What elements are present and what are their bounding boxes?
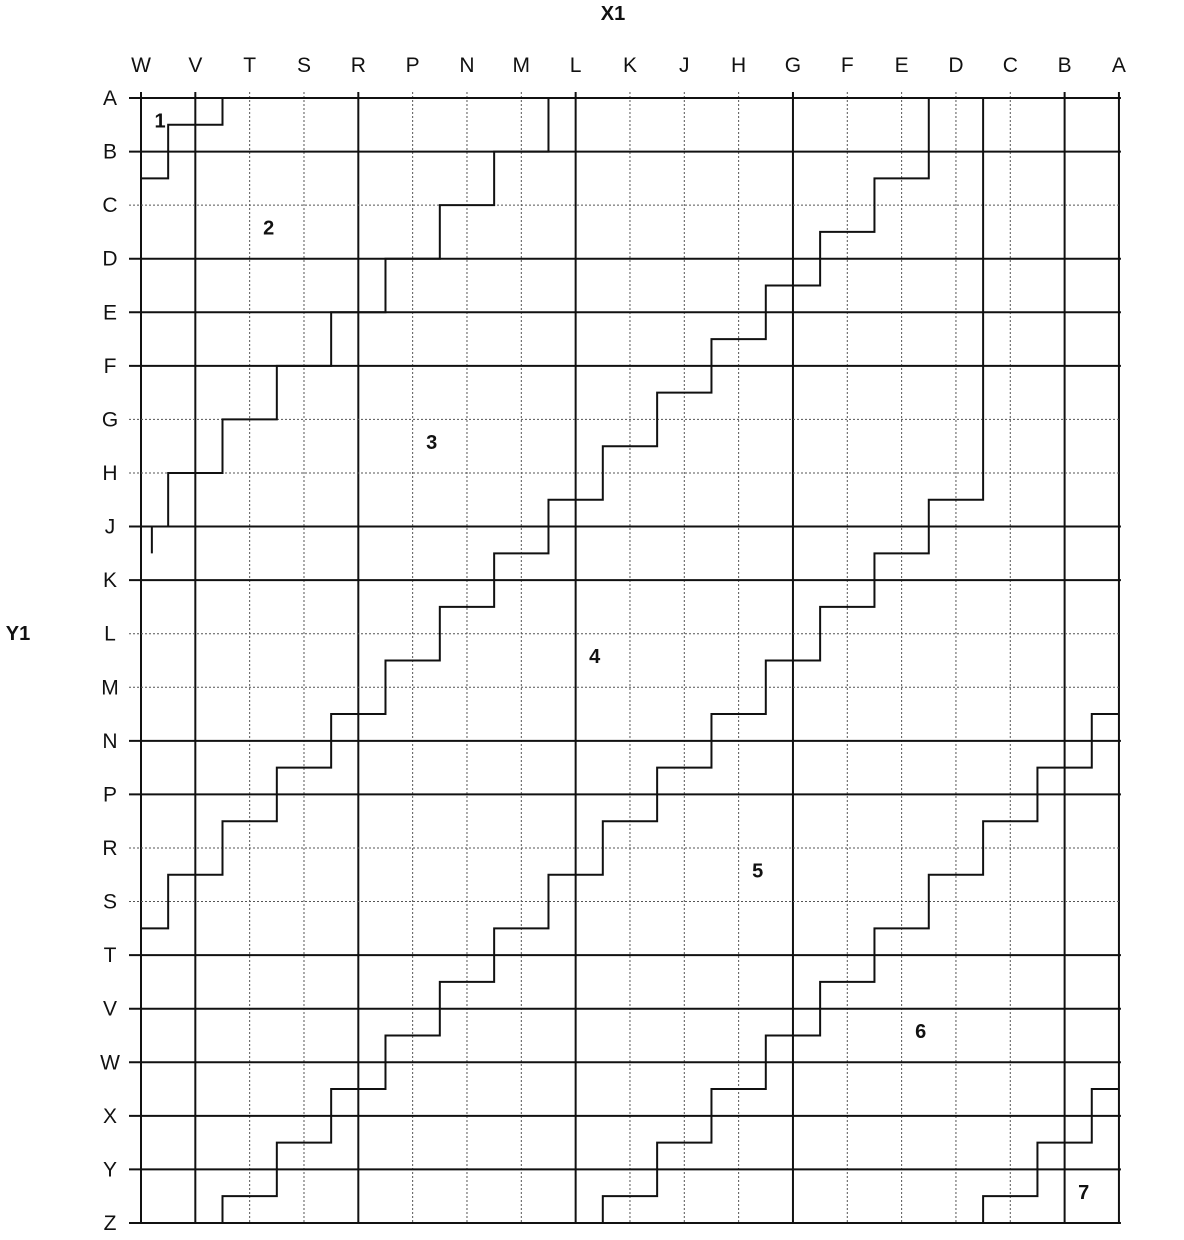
row-label-X: X [102, 1104, 118, 1128]
zone-label-6: 6 [915, 1021, 927, 1044]
column-label-N: N [459, 54, 475, 77]
column-label-W: W [131, 54, 151, 77]
row-label-K: K [102, 569, 118, 593]
column-labels [131, 54, 1126, 77]
column-label-E: E [894, 54, 909, 77]
row-label-W: W [100, 1051, 120, 1075]
column-label-B: B [1057, 54, 1072, 77]
column-label-K: K [622, 54, 637, 77]
zone-boundary-1 [141, 98, 222, 178]
column-label-G: G [784, 54, 802, 77]
zone-boundary-6 [983, 1089, 1119, 1223]
column-label-A: A [1111, 54, 1126, 77]
zone-labels [154, 110, 1089, 1203]
zone-label-2: 2 [263, 217, 275, 240]
row-label-H: H [102, 461, 118, 485]
row-label-G: G [101, 408, 119, 432]
zone-label-3: 3 [426, 431, 438, 454]
row-label-E: E [102, 301, 118, 325]
row-label-J: J [104, 515, 116, 539]
column-label-L: L [569, 54, 582, 77]
column-label-H: H [731, 54, 747, 77]
row-label-M: M [101, 676, 119, 700]
row-label-V: V [102, 997, 118, 1021]
row-label-C: C [102, 194, 118, 218]
y-axis-title: Y1 [5, 623, 31, 645]
zone-label-5: 5 [752, 860, 764, 883]
row-label-N: N [102, 729, 118, 753]
column-label-M: M [512, 54, 531, 77]
zone-boundary-2 [152, 98, 549, 553]
column-label-F: F [840, 54, 854, 77]
row-label-R: R [102, 836, 118, 860]
row-label-D: D [102, 247, 118, 271]
row-label-Y: Y [102, 1158, 118, 1182]
row-label-Z: Z [103, 1211, 117, 1235]
column-label-V: V [188, 54, 203, 77]
zone-label-1: 1 [154, 110, 166, 133]
zone-boundary-5 [603, 714, 1119, 1223]
column-label-S: S [296, 54, 311, 77]
column-label-D: D [948, 54, 964, 77]
zone-label-4: 4 [589, 646, 601, 669]
row-label-P: P [102, 783, 118, 807]
column-label-J: J [679, 54, 690, 77]
column-label-R: R [350, 54, 366, 77]
column-label-P: P [405, 54, 420, 77]
zone-boundary-4 [222, 98, 983, 1223]
column-label-T: T [243, 54, 257, 77]
row-label-B: B [102, 140, 118, 164]
row-label-F: F [103, 354, 117, 378]
grid-lines [129, 92, 1121, 1223]
x-axis-title: X1 [600, 3, 626, 25]
row-label-S: S [102, 890, 118, 914]
zone-boundary-3 [141, 98, 929, 928]
row-label-T: T [103, 944, 117, 968]
row-label-L: L [104, 622, 116, 646]
zone-label-7: 7 [1078, 1181, 1090, 1204]
row-label-A: A [102, 87, 118, 110]
row-labels [100, 87, 120, 1235]
column-label-C: C [1002, 54, 1018, 77]
